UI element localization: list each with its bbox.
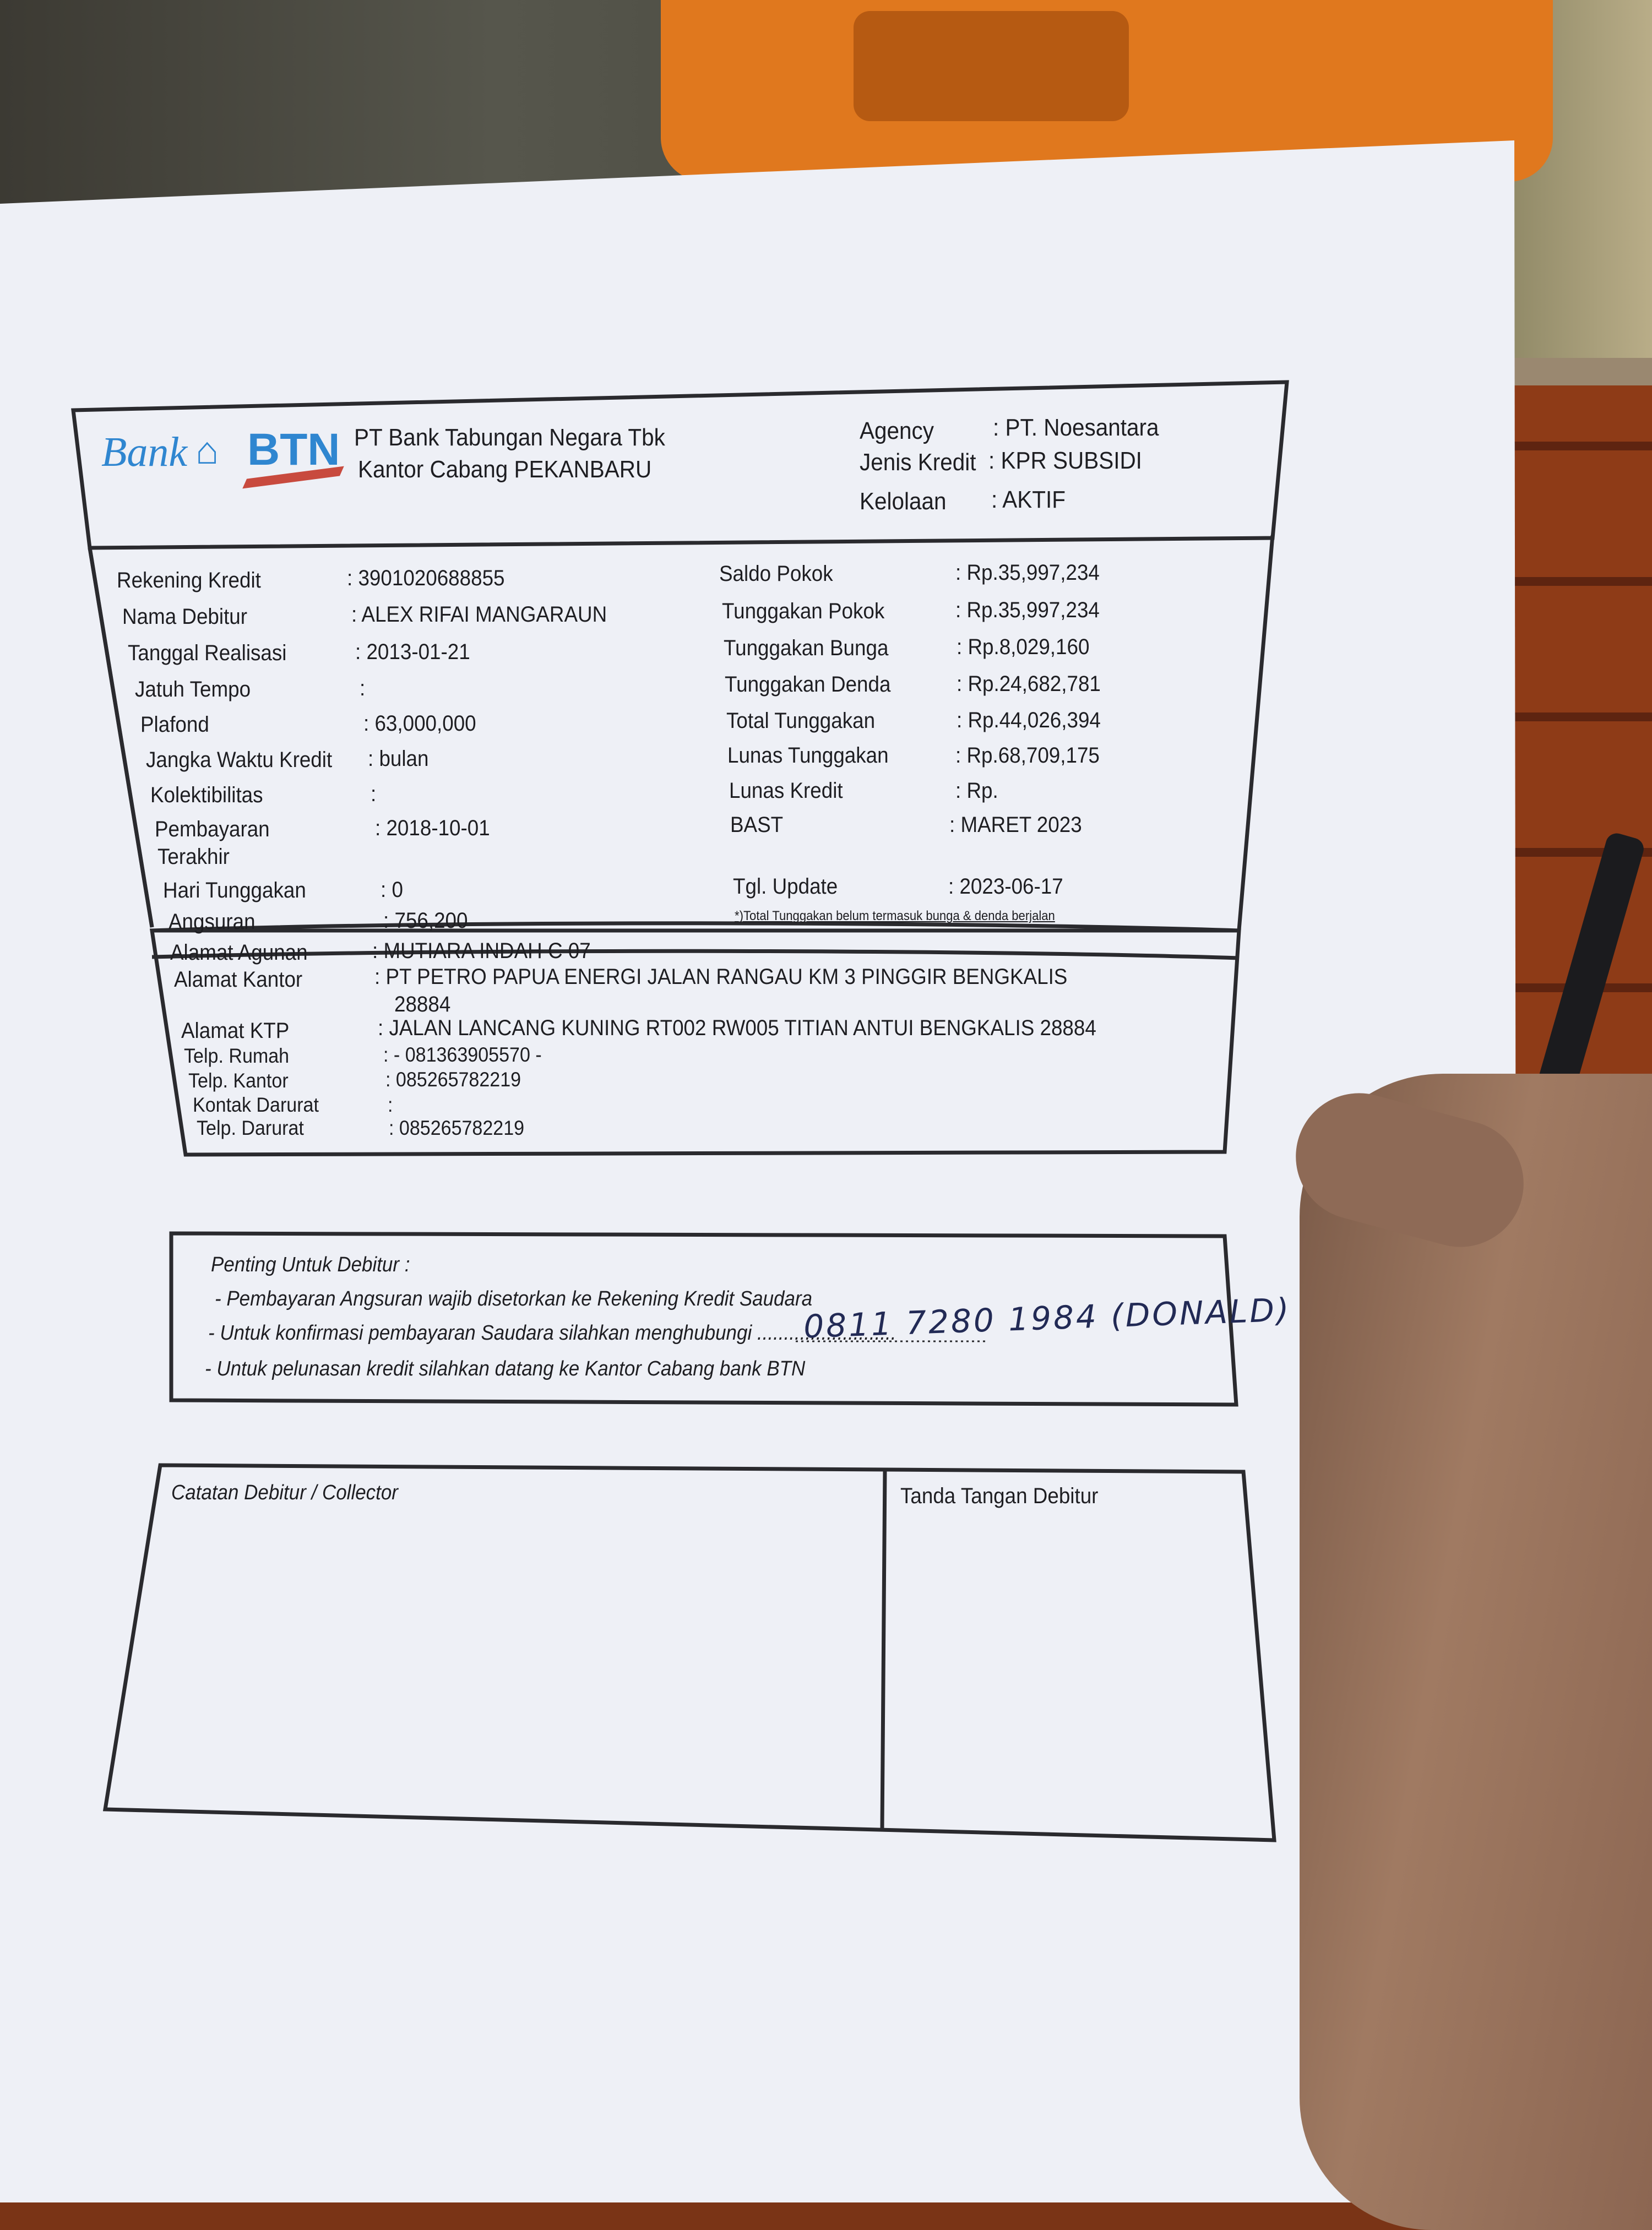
angsuran-label: Angsuran — [169, 910, 256, 934]
notice-item: - Untuk pelunasan kredit silahkan datang ke Kantor Cabang bank BTN — [205, 1357, 806, 1380]
tunggakan-bunga-label: Tunggakan Bunga — [724, 636, 889, 660]
kelolaan-label: Kelolaan — [860, 488, 947, 515]
rekening-kredit-label: Rekening Kredit — [117, 568, 261, 592]
telp-rumah-label: Telp. Rumah — [184, 1045, 290, 1067]
kelolaan-value: : AKTIF — [991, 486, 1066, 513]
nama-debitur-value: : ALEX RIFAI MANGARAUN — [351, 602, 607, 627]
jangka-waktu-value: : bulan — [368, 747, 429, 771]
tgl-update-value: : 2023-06-17 — [948, 874, 1063, 899]
pembayaran-terakhir-value: : 2018-10-01 — [375, 816, 490, 840]
bast-value: : MARET 2023 — [949, 813, 1082, 837]
jatuh-tempo-value: : — [360, 676, 366, 700]
rekening-kredit-value: : 3901020688855 — [347, 566, 505, 590]
notes-label: Catatan Debitur / Collector — [171, 1481, 398, 1504]
tunggakan-denda-label: Tunggakan Denda — [725, 672, 891, 697]
tunggakan-pokok-label: Tunggakan Pokok — [722, 599, 885, 623]
alamat-kantor-value: : PT PETRO PAPUA ENERGI JALAN RANGAU KM 3 PINGGIR BENGKALIS — [374, 965, 1068, 989]
alamat-ktp-value: : JALAN LANCANG KUNING RT002 RW005 TITIAN ANTUI BENGKALIS 28884 — [378, 1016, 1096, 1040]
house-icon: ⌂ — [195, 429, 219, 472]
telp-rumah-value: : - 081363905570 - — [383, 1043, 542, 1066]
total-tunggakan-value: : Rp.44,026,394 — [957, 708, 1101, 732]
lunas-kredit-value: : Rp. — [955, 779, 998, 803]
kolektibilitas-value: : — [371, 782, 377, 806]
tunggakan-bunga-value: : Rp.8,029,160 — [957, 635, 1090, 659]
alamat-kantor-value-2: 28884 — [394, 992, 451, 1016]
jatuh-tempo-label: Jatuh Tempo — [135, 677, 251, 701]
alamat-agunan-label: Alamat Agunan — [170, 940, 308, 965]
agency-value: : PT. Noesantara — [993, 414, 1159, 441]
kontak-darurat-value: : — [388, 1094, 393, 1116]
total-tunggakan-label: Total Tunggakan — [726, 709, 876, 733]
hari-tunggakan-label: Hari Tunggakan — [163, 878, 306, 902]
lunas-tunggakan-label: Lunas Tunggakan — [727, 743, 889, 768]
notice-title: Penting Untuk Debitur : — [211, 1253, 410, 1276]
alamat-kantor-label: Alamat Kantor — [174, 967, 303, 992]
notes-box — [105, 1465, 1274, 1840]
logo-btn-word: BTN — [247, 425, 340, 475]
angsuran-value: : 756,200 — [383, 909, 468, 933]
notes-divider — [882, 1469, 885, 1829]
tanggal-realisasi-label: Tanggal Realisasi — [128, 641, 287, 665]
plafond-label: Plafond — [140, 712, 209, 737]
footnote: *)Total Tunggakan belum termasuk bunga & denda berjalan — [735, 909, 1055, 923]
handwritten-contact: 0811 7280 1984 (DONALD) — [803, 1291, 1292, 1346]
jenis-kredit-label: Jenis Kredit — [860, 449, 976, 476]
lunas-kredit-label: Lunas Kredit — [729, 779, 843, 803]
alamat-agunan-value: : MUTIARA INDAH C 07 — [372, 939, 591, 963]
lunas-tunggakan-value: : Rp.68,709,175 — [955, 743, 1100, 768]
hari-tunggakan-value: : 0 — [381, 878, 403, 902]
telp-darurat-value: : 085265782219 — [389, 1117, 525, 1139]
notice-item: - Untuk konfirmasi pembayaran Saudara silahkan menghubungi .......................... — [208, 1321, 896, 1345]
branch-name: Kantor Cabang PEKANBARU — [358, 456, 652, 483]
alamat-ktp-label: Alamat KTP — [181, 1019, 290, 1043]
pembayaran-terakhir-label-2: Terakhir — [157, 845, 230, 869]
jangka-waktu-label: Jangka Waktu Kredit — [146, 748, 333, 772]
tunggakan-pokok-value: : Rp.35,997,234 — [955, 598, 1100, 622]
saldo-pokok-label: Saldo Pokok — [719, 562, 833, 586]
nama-debitur-label: Nama Debitur — [122, 605, 248, 629]
agency-label: Agency — [860, 417, 934, 444]
divider-line-2 — [152, 951, 1239, 958]
company-name: PT Bank Tabungan Negara Tbk — [354, 424, 665, 451]
telp-kantor-label: Telp. Kantor — [188, 1069, 289, 1092]
bast-label: BAST — [730, 813, 784, 837]
pembayaran-terakhir-label: Pembayaran — [155, 817, 270, 841]
kontak-darurat-label: Kontak Darurat — [193, 1094, 319, 1116]
jenis-kredit-value: : KPR SUBSIDI — [988, 447, 1142, 474]
kolektibilitas-label: Kolektibilitas — [150, 783, 263, 807]
logo-bank-word: Bank — [101, 429, 188, 475]
plafond-value: : 63,000,000 — [363, 711, 476, 736]
tanggal-realisasi-value: : 2013-01-21 — [355, 640, 470, 664]
info-box-right — [1239, 535, 1273, 930]
saldo-pokok-value: : Rp.35,997,234 — [955, 561, 1100, 585]
tunggakan-denda-value: : Rp.24,682,781 — [957, 672, 1101, 696]
hand — [1300, 1074, 1652, 2230]
notice-item: - Pembayaran Angsuran wajib disetorkan ke Rekening Kredit Saudara — [215, 1287, 813, 1310]
telp-darurat-label: Telp. Darurat — [197, 1117, 304, 1139]
signature-label: Tanda Tangan Debitur — [900, 1484, 1099, 1508]
telp-kantor-value: : 085265782219 — [385, 1068, 521, 1091]
tgl-update-label: Tgl. Update — [733, 874, 838, 899]
